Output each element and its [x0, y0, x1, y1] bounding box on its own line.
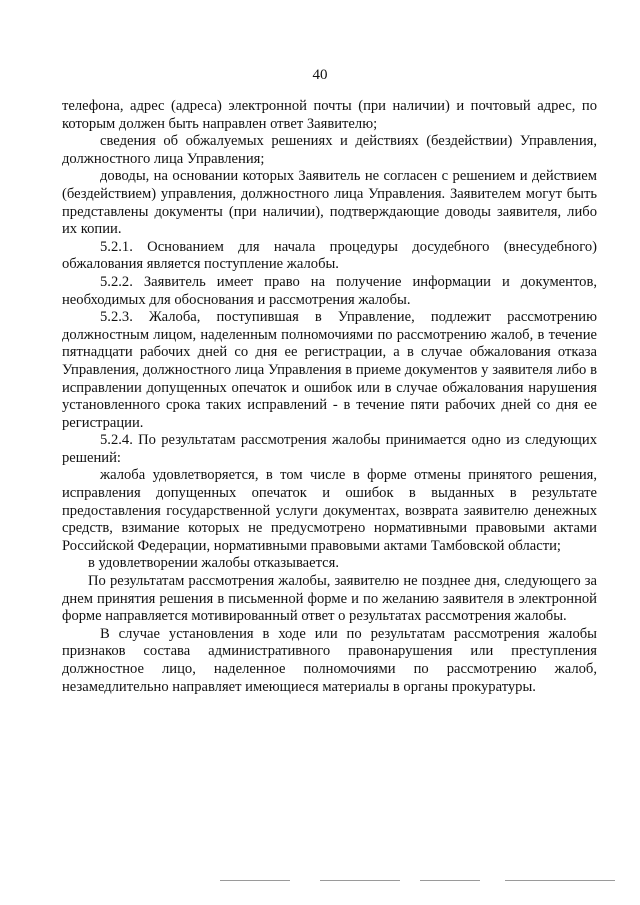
scan-line: [320, 880, 400, 881]
paragraph-5-2-3: 5.2.3. Жалоба, поступившая в Управление, подлежит рассмотрению должностным лицом, наделенным полномочиями по рассмотрению жалоб, в течение пятнадцати рабочих дней со дня ее регистрации, а в случае обжалования отказа Управления, должностного лица Управления в приеме документов у заявителя либо в исправлении допущенных опечаток и ошибок или в случае обжалования нарушения установленного срока таких исправлений - в течение пяти рабочих дней со дня ее регистрации.: [62, 309, 597, 431]
page-number: 40: [312, 67, 328, 83]
scan-footer-lines: [220, 876, 620, 886]
scan-line: [505, 880, 615, 881]
paragraph-arguments: доводы, на основании которых Заявитель не согласен с решением и действием (бездействием) управления, должностного лица Управления. Заявителем могут быть представлены документы (при наличии), подтверждающие доводы заявителя, либо их копии.: [62, 168, 597, 238]
paragraph-contact-details: телефона, адрес (адреса) электронной почты (при наличии) и почтовый адрес, по которым должен быть направлен ответ Заявителю;: [62, 98, 597, 132]
scan-line: [420, 880, 480, 881]
paragraph-5-2-1: 5.2.1. Основанием для начала процедуры досудебного (внесудебного) обжалования является поступление жалобы.: [62, 238, 597, 273]
paragraph-prosecutor-referral: В случае установления в ходе или по результатам рассмотрения жалобы признаков состава административного правонарушения или преступления должностное лицо, наделенное полномочиями по рассмотрению жалоб, незамедлительно направляет имеющиеся материалы в органы прокуратуры.: [62, 625, 597, 695]
scan-line: [220, 880, 290, 881]
paragraph-reasoned-response: По результатам рассмотрения жалобы, заявителю не позднее дня, следующего за днем принятия решения в письменной форме и по желанию заявителя в электронной форме направляется мотивированный ответ о результатах рассмотрения жалобы.: [62, 573, 597, 625]
paragraph-5-2-2: 5.2.2. Заявитель имеет право на получение информации и документов, необходимых для обоснования и рассмотрения жалобы.: [62, 273, 597, 308]
paragraph-complaint-rejected: в удовлетворении жалобы отказывается.: [88, 555, 340, 572]
paragraph-complaint-satisfied: жалоба удовлетворяется, в том числе в форме отмены принятого решения, исправления допущенных опечаток и ошибок в выданных в результате предоставления государственной услуги документах, возврата заявителю денежных средств, взимание которых не предусмотрено нормативными правовыми актами Российской Федерации, нормативными правовыми актами Тамбовской области;: [62, 467, 597, 554]
document-body: [62, 98, 597, 696]
paragraph-appealed-decisions: сведения об обжалуемых решениях и действиях (бездействии) Управления, должностного лица Управления;: [62, 133, 597, 167]
paragraph-5-2-4: 5.2.4. По результатам рассмотрения жалобы принимается одно из следующих решений:: [62, 432, 597, 466]
